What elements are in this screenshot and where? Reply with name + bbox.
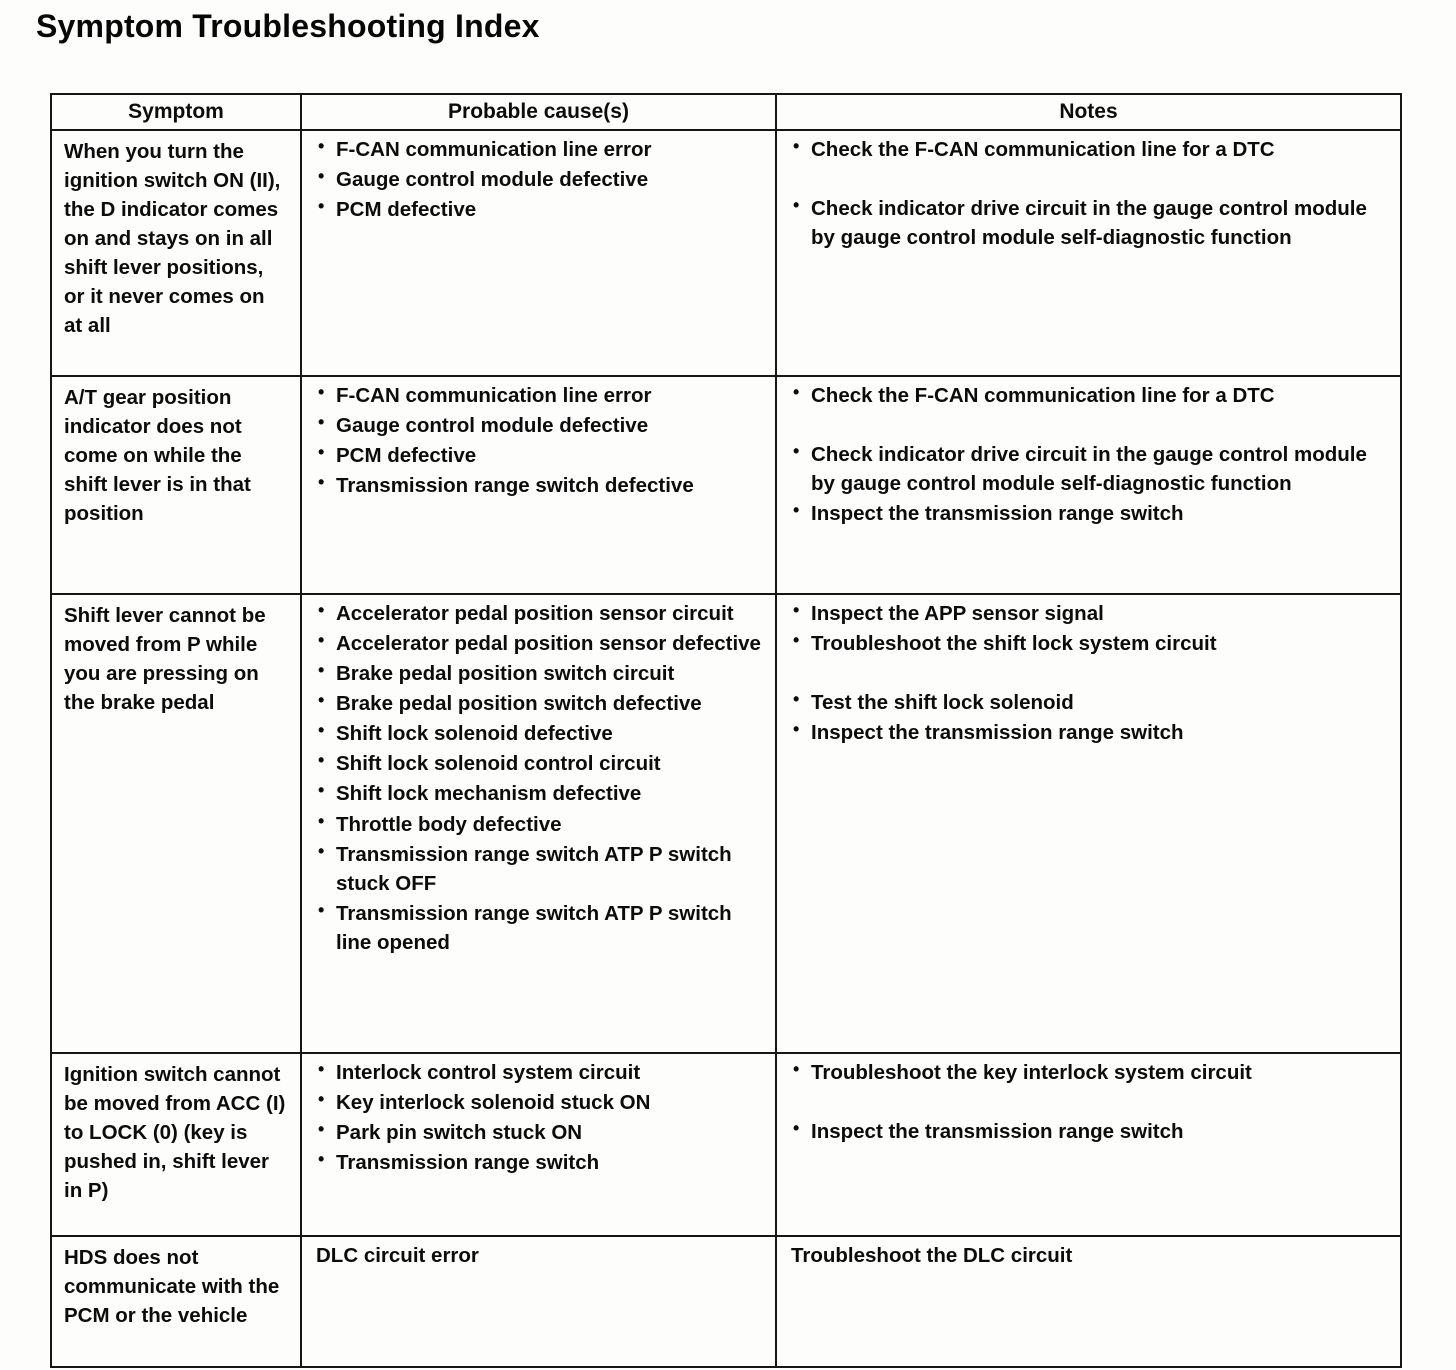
bullet-icon: •	[793, 599, 800, 620]
notes-cell	[776, 1236, 1401, 1367]
symptom-text: A/T gear position indicator does not come on while the shift lever is in that position	[64, 385, 251, 526]
bullet-icon: •	[793, 194, 800, 215]
causes-cell	[301, 1053, 776, 1236]
bullet-icon: •	[793, 135, 800, 156]
note-item-text: Check the F-CAN communication line for a DTC	[811, 383, 1275, 407]
symptom-cell	[51, 376, 301, 594]
cause-item-text: F-CAN communication line error	[336, 383, 652, 407]
bullet-icon: •	[793, 1117, 800, 1138]
cause-item	[314, 899, 765, 957]
cause-item-text: Gauge control module defective	[336, 167, 649, 191]
cause-item	[314, 689, 765, 718]
note-item-text: Check indicator drive circuit in the gauge control module by gauge control module self-diagnostic function	[811, 196, 1367, 250]
cause-item	[314, 165, 765, 194]
note-item-text: Test the shift lock solenoid	[811, 691, 1074, 715]
notes-cell	[776, 376, 1401, 594]
note-item	[789, 381, 1390, 410]
cause-item	[314, 1148, 765, 1177]
cause-item-text: Shift lock solenoid defective	[336, 722, 613, 746]
bullet-icon: •	[318, 840, 325, 861]
cause-item-text: Accelerator pedal position sensor defective	[336, 631, 761, 655]
bullet-icon: •	[318, 660, 325, 681]
note-item	[789, 1117, 1390, 1146]
table-row	[51, 376, 1401, 594]
symptom-troubleshooting-table	[50, 93, 1402, 1368]
cause-item-text: Transmission range switch	[336, 1151, 600, 1175]
note-item	[789, 629, 1390, 658]
note-item-text: Inspect the APP sensor signal	[811, 601, 1104, 625]
note-item-text: Inspect the transmission range switch	[811, 721, 1184, 745]
cause-item	[314, 599, 765, 628]
bullet-icon: •	[318, 1149, 325, 1170]
note-item-text: Troubleshoot the key interlock system circuit	[811, 1060, 1252, 1084]
cause-item	[314, 659, 765, 688]
list-gap	[789, 411, 1390, 440]
table-header-symptom: Symptom	[51, 94, 301, 130]
symptom-text: Ignition switch cannot be moved from ACC (I) to LOCK (0) (key is pushed in, shift lever in P)	[64, 1062, 286, 1203]
cause-item	[314, 749, 765, 778]
cause-item	[314, 381, 765, 410]
note-item	[789, 135, 1390, 164]
note-item-text: Check the F-CAN communication line for a DTC	[811, 137, 1275, 161]
cause-item-text: Shift lock mechanism defective	[336, 782, 642, 806]
cause-item-text: Throttle body defective	[336, 812, 562, 836]
note-item-text: Troubleshoot the shift lock system circuit	[811, 631, 1217, 655]
note-item-text: Check indicator drive circuit in the gauge control module by gauge control module self-diagnostic function	[811, 442, 1367, 496]
list-gap	[789, 165, 1390, 194]
page-title: Symptom Troubleshooting Index	[36, 8, 540, 44]
cause-item	[314, 1241, 765, 1270]
cause-item-text: Park pin switch stuck ON	[336, 1121, 583, 1145]
table-header-row	[51, 94, 1401, 130]
note-item	[789, 1241, 1390, 1270]
cause-item-text: Key interlock solenoid stuck ON	[336, 1090, 651, 1114]
note-item	[789, 194, 1390, 252]
cause-item	[314, 1058, 765, 1087]
table-row	[51, 594, 1401, 1053]
symptom-cell	[51, 594, 301, 1053]
cause-item-text: Gauge control module defective	[336, 413, 649, 437]
causes-cell	[301, 130, 776, 376]
bullet-icon: •	[318, 135, 325, 156]
notes-cell	[776, 130, 1401, 376]
bullet-icon: •	[793, 440, 800, 461]
note-item-text: Inspect the transmission range switch	[811, 1119, 1184, 1143]
note-item	[789, 440, 1390, 498]
bullet-icon: •	[318, 196, 325, 217]
bullet-icon: •	[318, 442, 325, 463]
symptom-cell	[51, 1236, 301, 1367]
bullet-icon: •	[318, 1088, 325, 1109]
bullet-icon: •	[318, 780, 325, 801]
bullet-icon: •	[793, 719, 800, 740]
cause-item	[314, 471, 765, 500]
bullet-icon: •	[318, 1119, 325, 1140]
bullet-icon: •	[318, 690, 325, 711]
note-item	[789, 688, 1390, 717]
cause-item	[314, 719, 765, 748]
bullet-icon: •	[318, 629, 325, 650]
symptom-text: HDS does not communicate with the PCM or the vehicle	[64, 1245, 280, 1328]
note-item-text: Troubleshoot the DLC circuit	[791, 1243, 1073, 1267]
causes-cell	[301, 376, 776, 594]
bullet-icon: •	[318, 899, 325, 920]
bullet-icon: •	[318, 720, 325, 741]
bullet-icon: •	[793, 629, 800, 650]
cause-item-text: Transmission range switch ATP P switch stuck OFF	[336, 842, 732, 895]
list-gap	[789, 1088, 1390, 1117]
causes-cell	[301, 1236, 776, 1367]
cause-item-text: Accelerator pedal position sensor circuit	[336, 601, 734, 625]
cause-item-text: Transmission range switch ATP P switch line opened	[336, 901, 732, 955]
symptom-text: When you turn the ignition switch ON (II), the D indicator comes on and stays on in all shift lever positions, or it never comes on at all	[64, 139, 281, 338]
bullet-icon: •	[318, 1058, 325, 1079]
cause-item	[314, 441, 765, 470]
bullet-icon: •	[318, 411, 325, 432]
bullet-icon: •	[318, 381, 325, 402]
cause-item	[314, 195, 765, 224]
cause-item	[314, 1118, 765, 1147]
causes-cell	[301, 594, 776, 1053]
table-header-probable-causes: Probable cause(s)	[301, 94, 776, 130]
note-item	[789, 599, 1390, 628]
bullet-icon: •	[318, 165, 325, 186]
bullet-icon: •	[793, 381, 800, 402]
table-header-notes: Notes	[776, 94, 1401, 130]
symptom-cell	[51, 130, 301, 376]
notes-cell	[776, 594, 1401, 1053]
cause-item	[314, 1088, 765, 1117]
cause-item	[314, 135, 765, 164]
cause-item-text: Brake pedal position switch defective	[336, 692, 702, 716]
table-row	[51, 1053, 1401, 1236]
table-row	[51, 1236, 1401, 1367]
cause-item	[314, 810, 765, 839]
cause-item-text: Transmission range switch defective	[336, 474, 694, 498]
bullet-icon: •	[318, 472, 325, 493]
bullet-icon: •	[318, 599, 325, 620]
cause-item-text: PCM defective	[336, 444, 477, 468]
cause-item-text: Shift lock solenoid control circuit	[336, 752, 661, 776]
bullet-icon: •	[318, 750, 325, 771]
bullet-icon: •	[793, 1058, 800, 1079]
cause-item-text: DLC circuit error	[316, 1243, 479, 1267]
cause-item-text: Brake pedal position switch circuit	[336, 662, 675, 686]
cause-item	[314, 779, 765, 808]
bullet-icon: •	[318, 810, 325, 831]
cause-item	[314, 840, 765, 898]
symptom-text: Shift lever cannot be moved from P while you are pressing on the brake pedal	[64, 603, 266, 715]
cause-item	[314, 629, 765, 658]
cause-item-text: Interlock control system circuit	[336, 1060, 641, 1084]
bullet-icon: •	[793, 689, 800, 710]
table-row	[51, 130, 1401, 376]
note-item	[789, 1058, 1390, 1087]
list-gap	[789, 659, 1390, 688]
cause-item-text: F-CAN communication line error	[336, 137, 652, 161]
note-item	[789, 718, 1390, 747]
cause-item	[314, 411, 765, 440]
symptom-cell	[51, 1053, 301, 1236]
note-item-text: Inspect the transmission range switch	[811, 502, 1184, 526]
note-item	[789, 499, 1390, 528]
bullet-icon: •	[793, 500, 800, 521]
cause-item-text: PCM defective	[336, 198, 477, 222]
notes-cell	[776, 1053, 1401, 1236]
